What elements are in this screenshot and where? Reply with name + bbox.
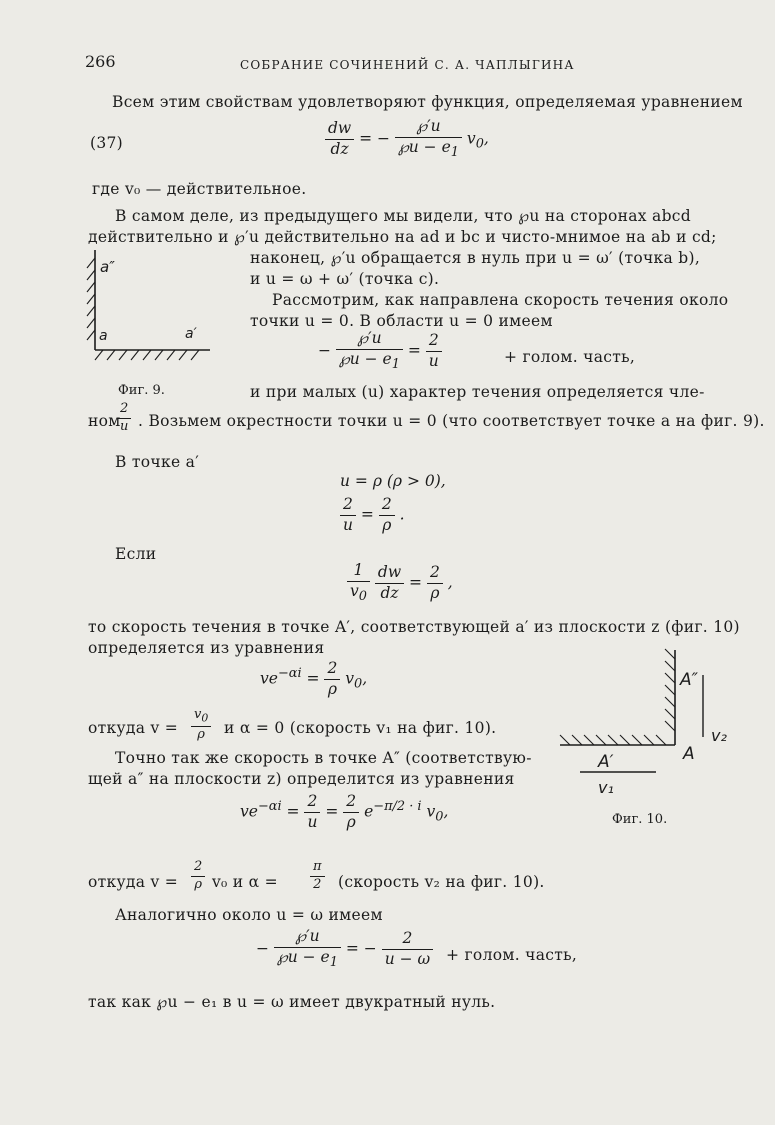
paragraph-similarly-l1: Точно так же скорость в точке A″ (соответствую- (115, 749, 532, 767)
fig10-label-v2: v₂ (711, 726, 727, 745)
figure-10-diagram (560, 645, 720, 795)
paragraph-whence-1a: откуда v = (88, 719, 179, 737)
paragraph-consider-l1: Рассмотрим, как направлена скорость течения около (272, 291, 729, 309)
equation-2u-2rho: $\frac{2}{u}$ = $\frac{2}{\rho}$ . (340, 496, 405, 535)
equation-near-omega: − $\frac{℘'u}{℘u - e_1}$ = − $\frac{2}{u - \omega}$ (256, 928, 433, 971)
paragraph-point-a-prime: В точке a′ (115, 453, 200, 471)
paragraph-velocity-l1: то скорость течения в точке A′, соответствующей a′ из плоскости z (фиг. 10) (88, 618, 740, 636)
fig10-label-A: A (683, 744, 695, 764)
paragraph-double-zero: так как ℘u − e₁ в u = ω имеет двукратный нуль. (88, 993, 496, 1011)
paragraph-indeed-l3: наконец, ℘′u обращается в нуль при u = ω′ (точка b), (250, 249, 701, 267)
paragraph-v0: где v₀ — действительное. (92, 180, 307, 198)
holomorphic-part: + голом. часть, (504, 348, 636, 366)
paragraph-indeed-l4: и u = ω + ω′ (точка c). (250, 270, 440, 288)
paragraph-small-u-l2a: ном (88, 412, 121, 430)
fig10-label-v1: v₁ (598, 778, 614, 797)
paragraph-if: Если (115, 545, 157, 563)
fig9-label-a-prime: a′ (185, 326, 197, 342)
paragraph-small-u-l1: и при малых (u) характер течения определяется чле- (250, 383, 705, 401)
equation-normalized-velocity: $\frac{1}{v_0}$ $\frac{dw}{dz}$ = $\frac{2}{\rho}$ , (347, 562, 453, 605)
paragraph-intro: Всем этим свойствам удовлетворяют функция, определяемая уравнением (112, 93, 743, 111)
equation-label-37: (37) (90, 134, 124, 152)
paragraph-whence-2b: v₀ и α = (212, 873, 278, 891)
fraction-v0-over-rho: $\frac{v_0}{\rho}$ (191, 708, 211, 743)
running-title: СОБРАНИЕ СОЧИНЕНИЙ С. А. ЧАПЛЫГИНА (240, 58, 575, 72)
paragraph-similarly-l2: щей a″ на плоскости z) определится из уравнения (88, 770, 515, 788)
paragraph-whence-2a: откуда v = (88, 873, 179, 891)
fraction-2-over-u: $\frac{2}{u}$ (117, 402, 131, 435)
fig9-label-a-double-prime: a″ (100, 258, 115, 276)
paragraph-small-u-l2b: . Возьмем окрестности точки u = 0 (что соответствует точке a на фиг. 9). (138, 412, 765, 430)
equation-ve-alpha-1: $ve^{-\alpha i}$ = $\frac{2}{\rho}$ $v_0$, (260, 659, 368, 698)
equation-u-rho: u = ρ (ρ > 0), (340, 472, 446, 490)
paragraph-indeed-l1: В самом деле, из предыдущего мы видели, что ℘u на сторонах abcd (115, 207, 692, 225)
fig10-caption: Фиг. 10. (612, 812, 668, 827)
fig10-label-A-double-prime: A″ (680, 670, 698, 690)
paragraph-indeed-l2: действительно и ℘′u действительно на ad и bc и чисто-мнимое на ab и cd; (88, 228, 717, 246)
paragraph-whence-2c: (скорость v₂ на фиг. 10). (338, 873, 545, 891)
paragraph-whence-1b: и α = 0 (скорость v₁ на фиг. 10). (224, 719, 497, 737)
fig9-caption: Фиг. 9. (118, 383, 165, 398)
equation-ve-alpha-2: $ve^{-\alpha i}$ = $\frac{2}{u}$ = $\frac{2}{\rho}$ $e^{-\pi/2 \cdot i}$ $v_0$, (240, 792, 449, 831)
paragraph-velocity-l2: определяется из уравнения (88, 639, 325, 657)
holomorphic-part-2: + голом. часть, (446, 946, 578, 964)
fig9-label-a: a (99, 328, 108, 344)
fraction-pi-over-2: $\frac{\pi}{2}$ (310, 860, 325, 893)
fig10-label-A-prime: A′ (598, 752, 614, 772)
fraction-2-over-rho: $\frac{2}{\rho}$ (191, 860, 205, 893)
paragraph-consider-l2: точки u = 0. В области u = 0 имеем (250, 312, 553, 330)
equation-37: $\frac{dw}{dz}$ = − $\frac{℘'u}{℘u - e_1}$ $v_0$, (325, 118, 489, 161)
equation-near-zero: − $\frac{℘'u}{℘u - e_1}$ = $\frac{2}{u}$ (318, 330, 442, 373)
page-number: 266 (85, 52, 116, 71)
paragraph-analogously: Аналогично около u = ω имеем (115, 906, 383, 924)
